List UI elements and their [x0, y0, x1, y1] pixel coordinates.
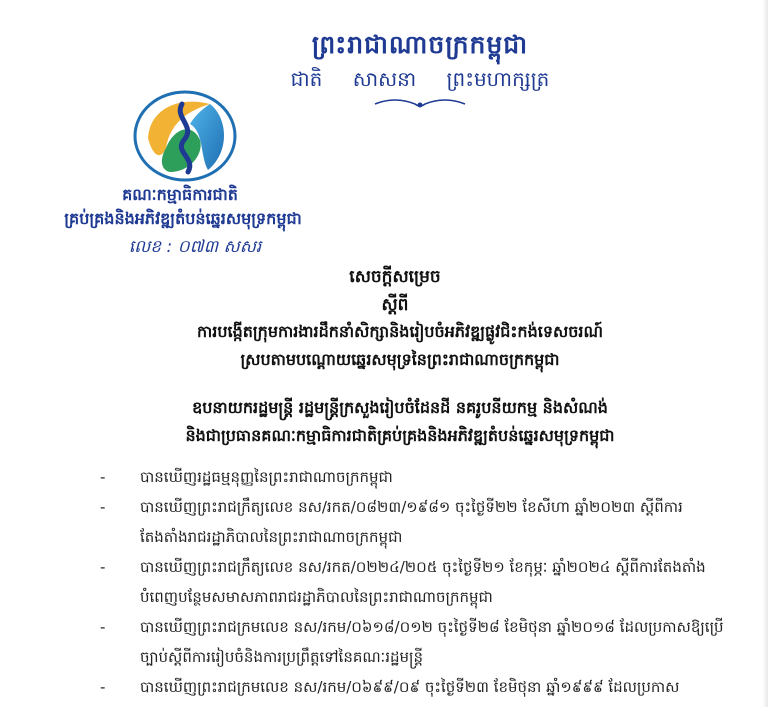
national-motto: ជាតិ សាសនា ព្រះមហាក្សត្រ: [290, 67, 550, 91]
recital-text: បានឃើញរដ្ឋធម្មនុញ្ញនៃព្រះរាជាណាចក្រកម្ពុជា: [140, 468, 393, 486]
decision-subject: [150, 318, 650, 374]
recital-item: [100, 672, 730, 702]
issuer-line-2: គ្រប់គ្រងនិងអភិវឌ្ឍតំបន់ឆ្នេរសមុទ្រកម្ពុជា: [64, 209, 302, 228]
recital-text: បានឃើញព្រះរាជក្រមលេខ នស/រកម/០៦១៨/០១២ ចុះថ្ងៃទី២៨ ខែមិថុនា ឆ្នាំ២០១៨ ដែលប្រកាសឱ្យប្រើច្បាប់ស្ដីពីការរៀបចំនិងការប្រព្រឹត្តទៅនៃគណៈរដ្ឋមន្ត្រី: [140, 618, 724, 666]
recital-item: [100, 492, 730, 552]
title-about: ស្ដីពី: [381, 295, 409, 315]
list-bullet: -: [100, 678, 106, 696]
document-title: សេចក្ដីសម្រេច: [349, 267, 441, 287]
recital-text: បានឃើញព្រះរាជក្រឹត្យលេខ នស/រកត/០៨២៣/១៩៨១ ចុះថ្ងៃទី២២ ខែសីហា ឆ្នាំ២០២៣ ស្ដីពីការតែងតាំងរាជរដ្ឋាភិបាលនៃព្រះរាជាណាចក្រកម្ពុជា: [140, 498, 683, 546]
subject-line-2: ស្របតាមបណ្ដោយឆ្នេរសមុទ្រនៃព្រះរាជាណាចក្រកម្ពុជា: [240, 350, 560, 369]
issuing-authority: [150, 394, 650, 450]
subject-line-1: ការបង្កើតក្រុមការងារដឹកនាំសិក្សានិងរៀបចំអភិវឌ្ឍផ្លូវជិះកង់ទេសចរណ៍: [197, 322, 603, 341]
reference-number: លេខ : ០៧៣ សសរ: [128, 237, 262, 257]
recitals-list: [100, 462, 730, 702]
kingdom-heading: ព្រះរាជាណាចក្រកម្ពុជា: [311, 30, 529, 59]
authority-line-2: និងជាប្រធានគណៈកម្មាធិការជាតិគ្រប់គ្រងនិងអភិវឌ្ឍតំបន់ឆ្នេរសមុទ្រកម្ពុជា: [185, 426, 615, 445]
recital-text: បានឃើញព្រះរាជក្រមលេខ នស/រកម/០៦៩៩/០៩ ចុះថ្ងៃទី២៣ ខែមិថុនា ឆ្នាំ១៩៩៩ ដែលប្រកាស: [140, 678, 680, 696]
divider-ornament-icon: [370, 96, 470, 112]
list-bullet: -: [100, 468, 106, 486]
coastal-committee-emblem-icon: [130, 88, 240, 184]
recital-text: បានឃើញព្រះរាជក្រឹត្យលេខ នស/រកត/០២២៤/២០៥ ចុះថ្ងៃទី២១ ខែកុម្ភៈ ឆ្នាំ២០២៤ ស្ដីពីការតែងតាំងបំពេញបន្ថែមសមាសភាពរាជរដ្ឋាភិបាលនៃព្រះរាជាណាចក្រកម្ពុជា: [140, 558, 706, 606]
recital-item: [100, 462, 730, 492]
recital-item: [100, 612, 730, 672]
authority-line-1: ឧបនាយករដ្ឋមន្ត្រី រដ្ឋមន្ត្រីក្រសួងរៀបចំដែនដី នគរូបនីយកម្ម និងសំណង់: [192, 398, 608, 417]
list-bullet: -: [100, 618, 106, 636]
recital-item: [100, 552, 730, 612]
page-edge-shadow: [762, 0, 768, 707]
list-bullet: -: [100, 498, 106, 516]
issuer-line-1: គណៈកម្មាធិការជាតិ: [122, 185, 238, 204]
list-bullet: -: [100, 558, 106, 576]
